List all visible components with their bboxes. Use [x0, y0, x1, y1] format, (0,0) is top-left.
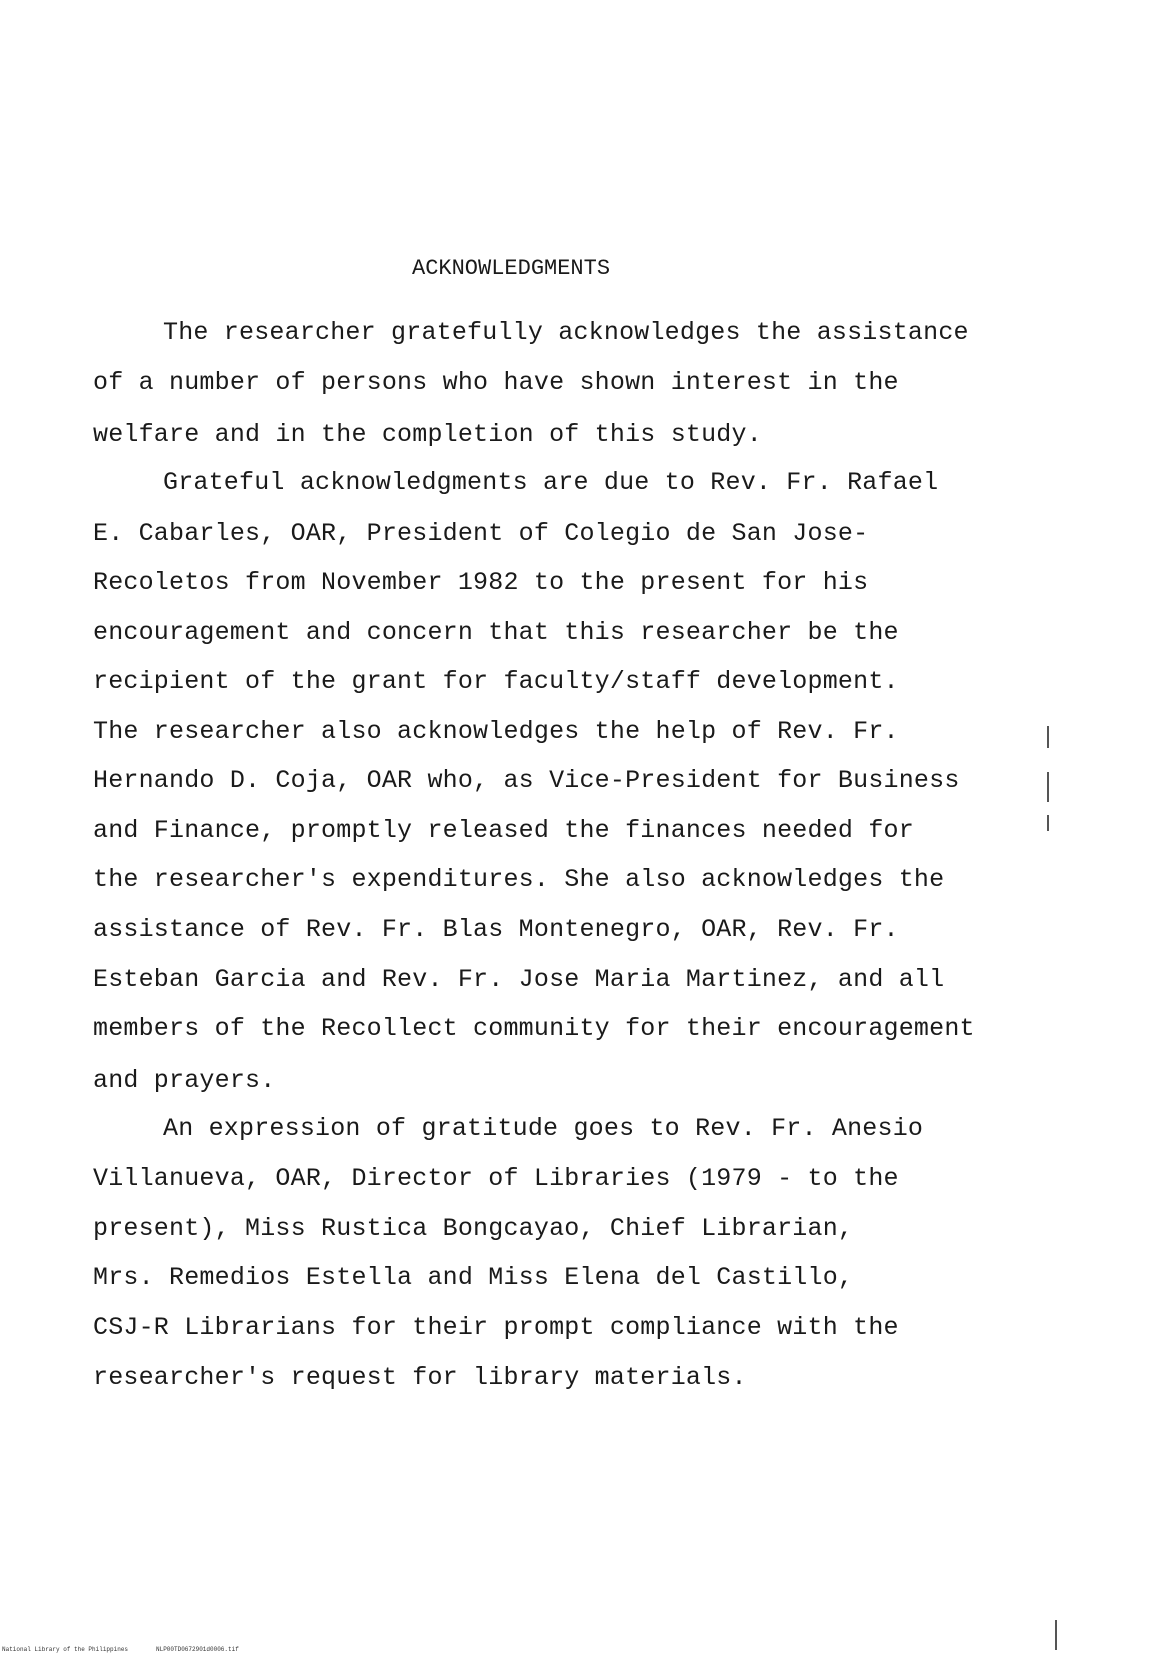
page-title: ACKNOWLEDGMENTS — [412, 256, 611, 281]
paragraph-line: CSJ-R Librarians for their prompt compliance with the — [93, 1313, 899, 1342]
paragraph-line: Esteban Garcia and Rev. Fr. Jose Maria Martinez, and all — [93, 965, 945, 994]
footer-source: National Library of the Philippines — [2, 1646, 129, 1653]
paragraph-line: present), Miss Rustica Bongcayao, Chief Librarian, — [93, 1214, 854, 1243]
paragraph-line: of a number of persons who have shown interest in the — [93, 368, 899, 397]
scan-mark — [1055, 1620, 1057, 1650]
paragraph-line: welfare and in the completion of this study. — [93, 420, 762, 449]
paragraph-line: An expression of gratitude goes to Rev. Fr. Anesio — [163, 1114, 924, 1143]
paragraph-line: members of the Recollect community for their encouragement — [93, 1014, 975, 1043]
scan-mark — [1047, 726, 1049, 748]
scan-mark — [1047, 815, 1049, 831]
paragraph-line: Villanueva, OAR, Director of Libraries (1979 - to the — [93, 1164, 899, 1193]
paragraph-line: Grateful acknowledgments are due to Rev. Fr. Rafael — [163, 468, 939, 497]
paragraph-line: and Finance, promptly released the finances needed for — [93, 816, 914, 845]
scan-mark — [1047, 772, 1049, 802]
paragraph-line: The researcher also acknowledges the help of Rev. Fr. — [93, 717, 899, 746]
footer-file-id: NLP00TD0672901d0006.tif — [156, 1646, 239, 1653]
paragraph-line: and prayers. — [93, 1066, 276, 1095]
paragraph-line: E. Cabarles, OAR, President of Colegio de San Jose- — [93, 519, 869, 548]
paragraph-line: the researcher's expenditures. She also acknowledges the — [93, 865, 945, 894]
paragraph-line: Recoletos from November 1982 to the present for his — [93, 568, 869, 597]
paragraph-line: The researcher gratefully acknowledges the assistance — [163, 318, 969, 347]
paragraph-line: recipient of the grant for faculty/staff development. — [93, 667, 899, 696]
paragraph-line: Mrs. Remedios Estella and Miss Elena del Castillo, — [93, 1263, 854, 1292]
paragraph-line: assistance of Rev. Fr. Blas Montenegro, OAR, Rev. Fr. — [93, 915, 899, 944]
paragraph-line: encouragement and concern that this researcher be the — [93, 618, 899, 647]
paragraph-line: researcher's request for library materials. — [93, 1363, 747, 1392]
paragraph-line: Hernando D. Coja, OAR who, as Vice-President for Business — [93, 766, 960, 795]
